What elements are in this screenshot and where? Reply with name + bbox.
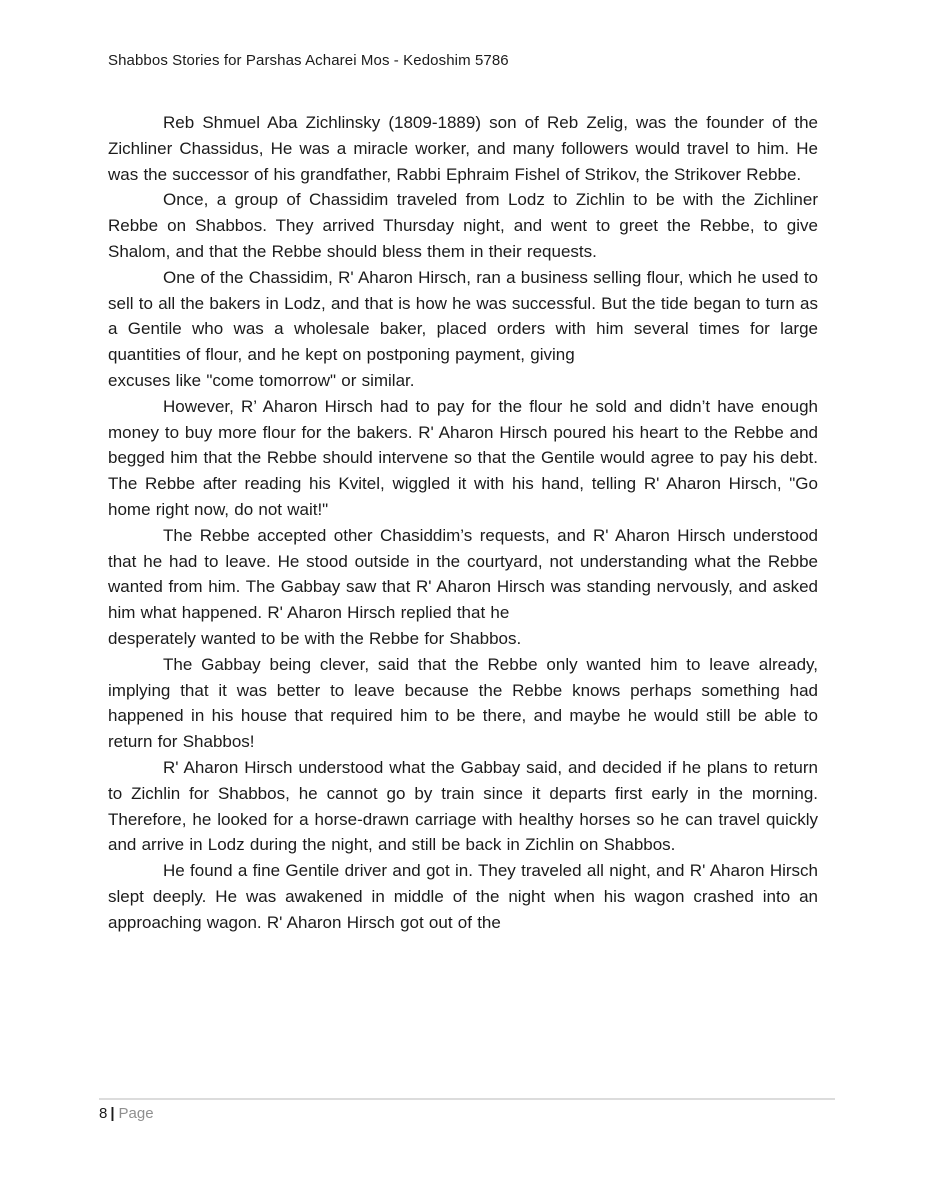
document-body: [108, 110, 818, 936]
body-paragraph: One of the Chassidim, R' Aharon Hirsch, ran a business selling flour, which he used to sell to all the bakers in Lodz, and that is how he was successful. But the tide began to turn as a Gentile who was a wholesale baker, placed orders with him several times for large quantities of flour, and he kept on postponing payment, giving: [108, 267, 818, 365]
body-paragraph: excuses like "come tomorrow" or similar.: [108, 370, 415, 390]
page-footer: [99, 1098, 835, 1124]
footer-separator: |: [110, 1105, 115, 1122]
body-paragraph: R' Aharon Hirsch understood what the Gabbay said, and decided if he plans to return to Zichlin for Shabbos, he cannot go by train since it departs first early in the morning. Therefore, he looked for a horse-drawn carriage with healthy horses so he can travel quickly and arrive in Lodz during the night, and still be back in Zichlin on Shabbos.: [108, 757, 818, 855]
body-paragraph: desperately wanted to be with the Rebbe for Shabbos.: [108, 628, 522, 648]
body-paragraph: Reb Shmuel Aba Zichlinsky (1809-1889) son of Reb Zelig, was the founder of the Zichliner Chassidus, He was a miracle worker, and many followers would travel to him. He was the successor of his grandfather, Rabbi Ephraim Fishel of Strikov, the Strikover Rebbe.: [108, 113, 818, 184]
body-paragraph: He found a fine Gentile driver and got in. They traveled all night, and R' Aharon Hirsch slept deeply. He was awakened in middle of the night when his wagon crashed into an approaching wagon. R' Aharon Hirsch got out of the: [108, 861, 818, 932]
page-label: Page: [118, 1105, 154, 1122]
page-number: 8: [99, 1105, 108, 1122]
body-paragraph: The Gabbay being clever, said that the Rebbe only wanted him to leave already, implying that it was better to leave because the Rebbe knows perhaps something had happened in his house that required him to be there, and maybe he would still be able to return for Shabbos!: [108, 654, 818, 752]
body-paragraph: The Rebbe accepted other Chasiddim’s requests, and R' Aharon Hirsch understood that he had to leave. He stood outside in the courtyard, not understanding what the Rebbe wanted from him. The Gabbay saw that R' Aharon Hirsch was standing nervously, and asked him what happened. R' Aharon Hirsch replied that he: [108, 525, 818, 623]
document-header-title: Shabbos Stories for Parshas Acharei Mos - Kedoshim 5786: [108, 52, 509, 69]
body-paragraph: Once, a group of Chassidim traveled from Lodz to Zichlin to be with the Zichliner Rebbe on Shabbos. They arrived Thursday night, and went to greet the Rebbe, to give Shalom, and that the Rebbe should bless them in their requests.: [108, 190, 818, 261]
body-paragraph: However, R’ Aharon Hirsch had to pay for the flour he sold and didn’t have enough money to buy more flour for the bakers. R' Aharon Hirsch poured his heart to the Rebbe and begged him that the Rebbe should intervene so that the Gentile would agree to pay his debt. The Rebbe after reading his Kvitel, wiggled it with his hand, telling R' Aharon Hirsch, "Go home right now, do not wait!": [108, 396, 818, 519]
